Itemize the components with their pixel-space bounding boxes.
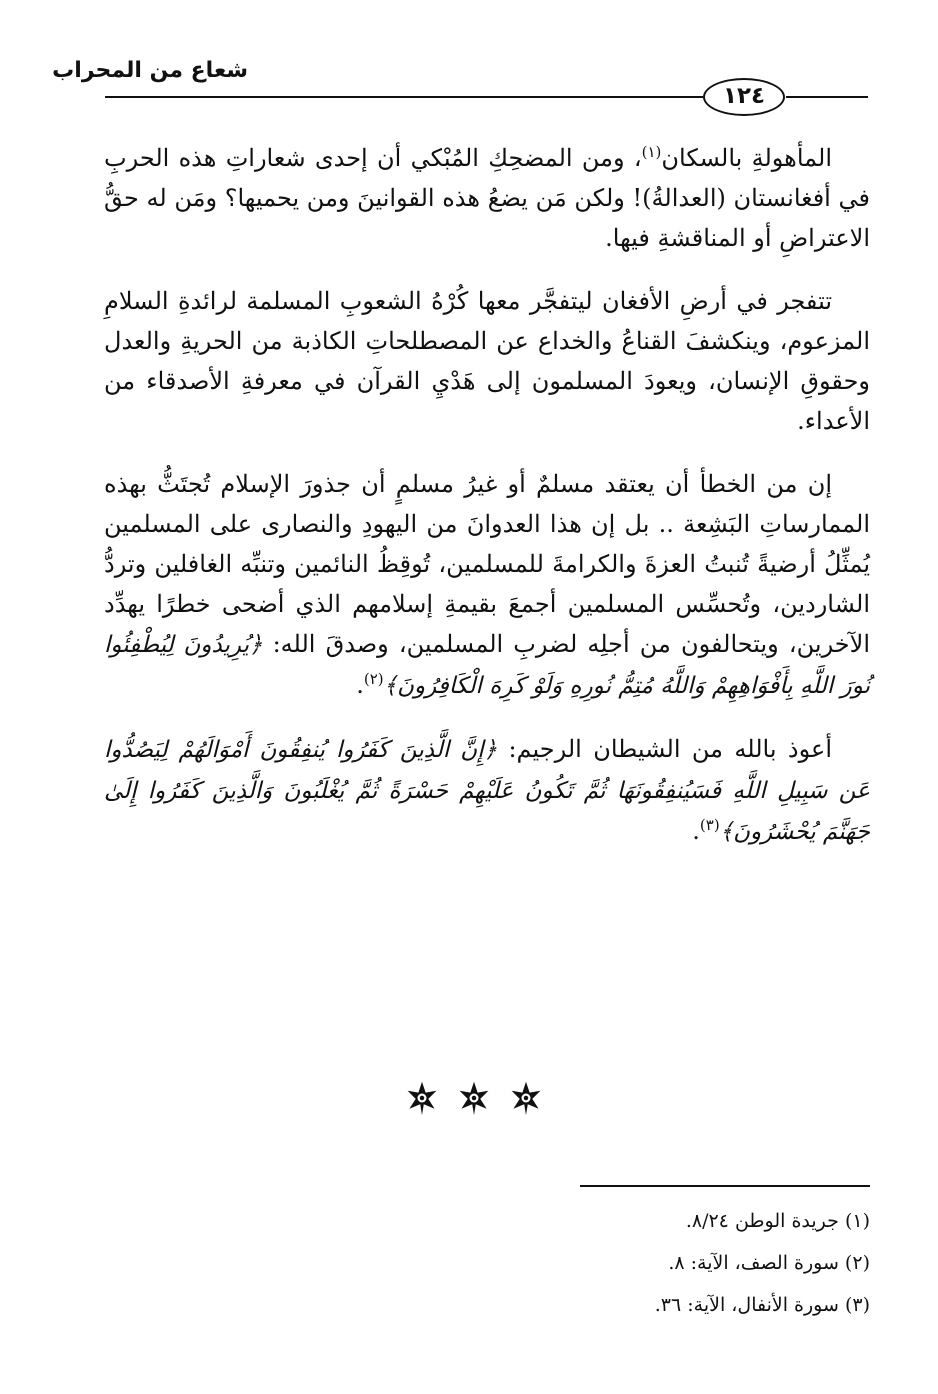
header-rule <box>105 96 703 98</box>
main-text <box>104 138 870 875</box>
footnote-marker: (٢) <box>363 670 384 688</box>
paragraph-1: المأهولةِ بالسكان$^{(١)}$، ومن المضحِكِ المُبْكي أن إحدى شعاراتِ هذه الحربِ في أفغانستان (العدالةُ)! ولكن مَن يضعُ هذه القوانينَ ومن يحميها؟ ومَن له حقُّ الاعتراضِ أو المناقشةِ فيها. <box>104 143 870 252</box>
quran-verse: ﴿يُرِيدُونَ لِيُطْفِئُوا نُورَ اللَّهِ بِأَفْوَاهِهِمْ وَاللَّهُ مُتِمُّ نُورِهِ وَلَوْ كَرِهَ الْكَافِرُونَ﴾ <box>104 632 870 699</box>
paragraph-3: إن من الخطأ أن يعتقد مسلمٌ أو غيرُ مسلمٍ أن جذورَ الإسلام تُجتَثُّ بهذه الممارساتِ البَشِعة .. بل إن هذا العدوانَ من اليهودِ والنصارى على المسلمين يُمثِّلُ أرضيةً تُنبتُ العزةَ والكرامةَ للمسلمين، تُوقِظُ النائمين وتنبِّه الغافلين وتردُّ الشاردين، وتُحسِّس المسلمين أجمعَ بقيمةِ إسلامهم الذي أضحى خطرًا يهدِّد الآخرين، ويتحالفون من أجلِه لضربِ المسلمين، وصدقَ الله: ﴿يُرِيدُونَ لِيُطْفِئُوا نُورَ اللَّهِ بِأَفْوَاهِهِمْ وَاللَّهُ مُتِمُّ نُورِهِ وَلَوْ كَرِهَ الْكَافِرُونَ﴾$^{(٢)}$. <box>104 470 871 699</box>
flower-ornament-icon <box>508 1080 544 1116</box>
page-number-badge: ١٢٤ <box>703 78 785 116</box>
footnotes <box>480 1200 870 1326</box>
running-header-title: شعاع من المحراب <box>52 58 248 83</box>
flower-ornament-icon <box>456 1080 492 1116</box>
header-rule <box>786 96 868 98</box>
section-divider-ornaments <box>404 1080 544 1116</box>
footnote-2: (٢) سورة الصف، الآية: ٨. <box>668 1252 870 1274</box>
footnote-3: (٣) سورة الأنفال، الآية: ٣٦. <box>654 1294 870 1316</box>
footnote-marker: (١) <box>641 143 662 161</box>
paragraph-4: أعوذ بالله من الشيطان الرجيم: ﴿إِنَّ الَّذِينَ كَفَرُوا يُنفِقُونَ أَمْوَالَهُمْ لِيَصُدُّوا عَن سَبِيلِ اللَّهِ فَسَيُنفِقُونَهَا ثُمَّ تَكُونُ عَلَيْهِمْ حَسْرَةً ثُمَّ يُغْلَبُونَ وَالَّذِينَ كَفَرُوا إِلَىٰ جَهَنَّمَ يُحْشَرُونَ﴾$^{(٣)}$. <box>104 735 870 845</box>
footnote-marker: (٣) <box>699 816 720 834</box>
quran-verse: ﴿إِنَّ الَّذِينَ كَفَرُوا يُنفِقُونَ أَمْوَالَهُمْ لِيَصُدُّوا عَن سَبِيلِ اللَّهِ فَسَيُنفِقُونَهَا ثُمَّ تَكُونُ عَلَيْهِمْ حَسْرَةً ثُمَّ يُغْلَبُونَ وَالَّذِينَ كَفَرُوا إِلَىٰ جَهَنَّمَ يُحْشَرُونَ﴾ <box>104 737 870 845</box>
paragraph-2: تتفجر في أرضِ الأفغان ليتفجَّر معها كُرْهُ الشعوبِ المسلمة لرائدةِ السلامِ المزعوم، وينكشفَ القناعُ والخداع عن المصطلحاتِ الكاذبة من الحريةِ والعدل وحقوقِ الإنسان، ويعودَ المسلمون إلى هَدْيِ القرآن في معرفةِ الأصدقاء من الأعداء. <box>104 287 870 435</box>
flower-ornament-icon <box>404 1080 440 1116</box>
footnote-separator <box>580 1185 870 1187</box>
footnote-1: (١) جريدة الوطن ٨/٢٤. <box>685 1210 870 1232</box>
